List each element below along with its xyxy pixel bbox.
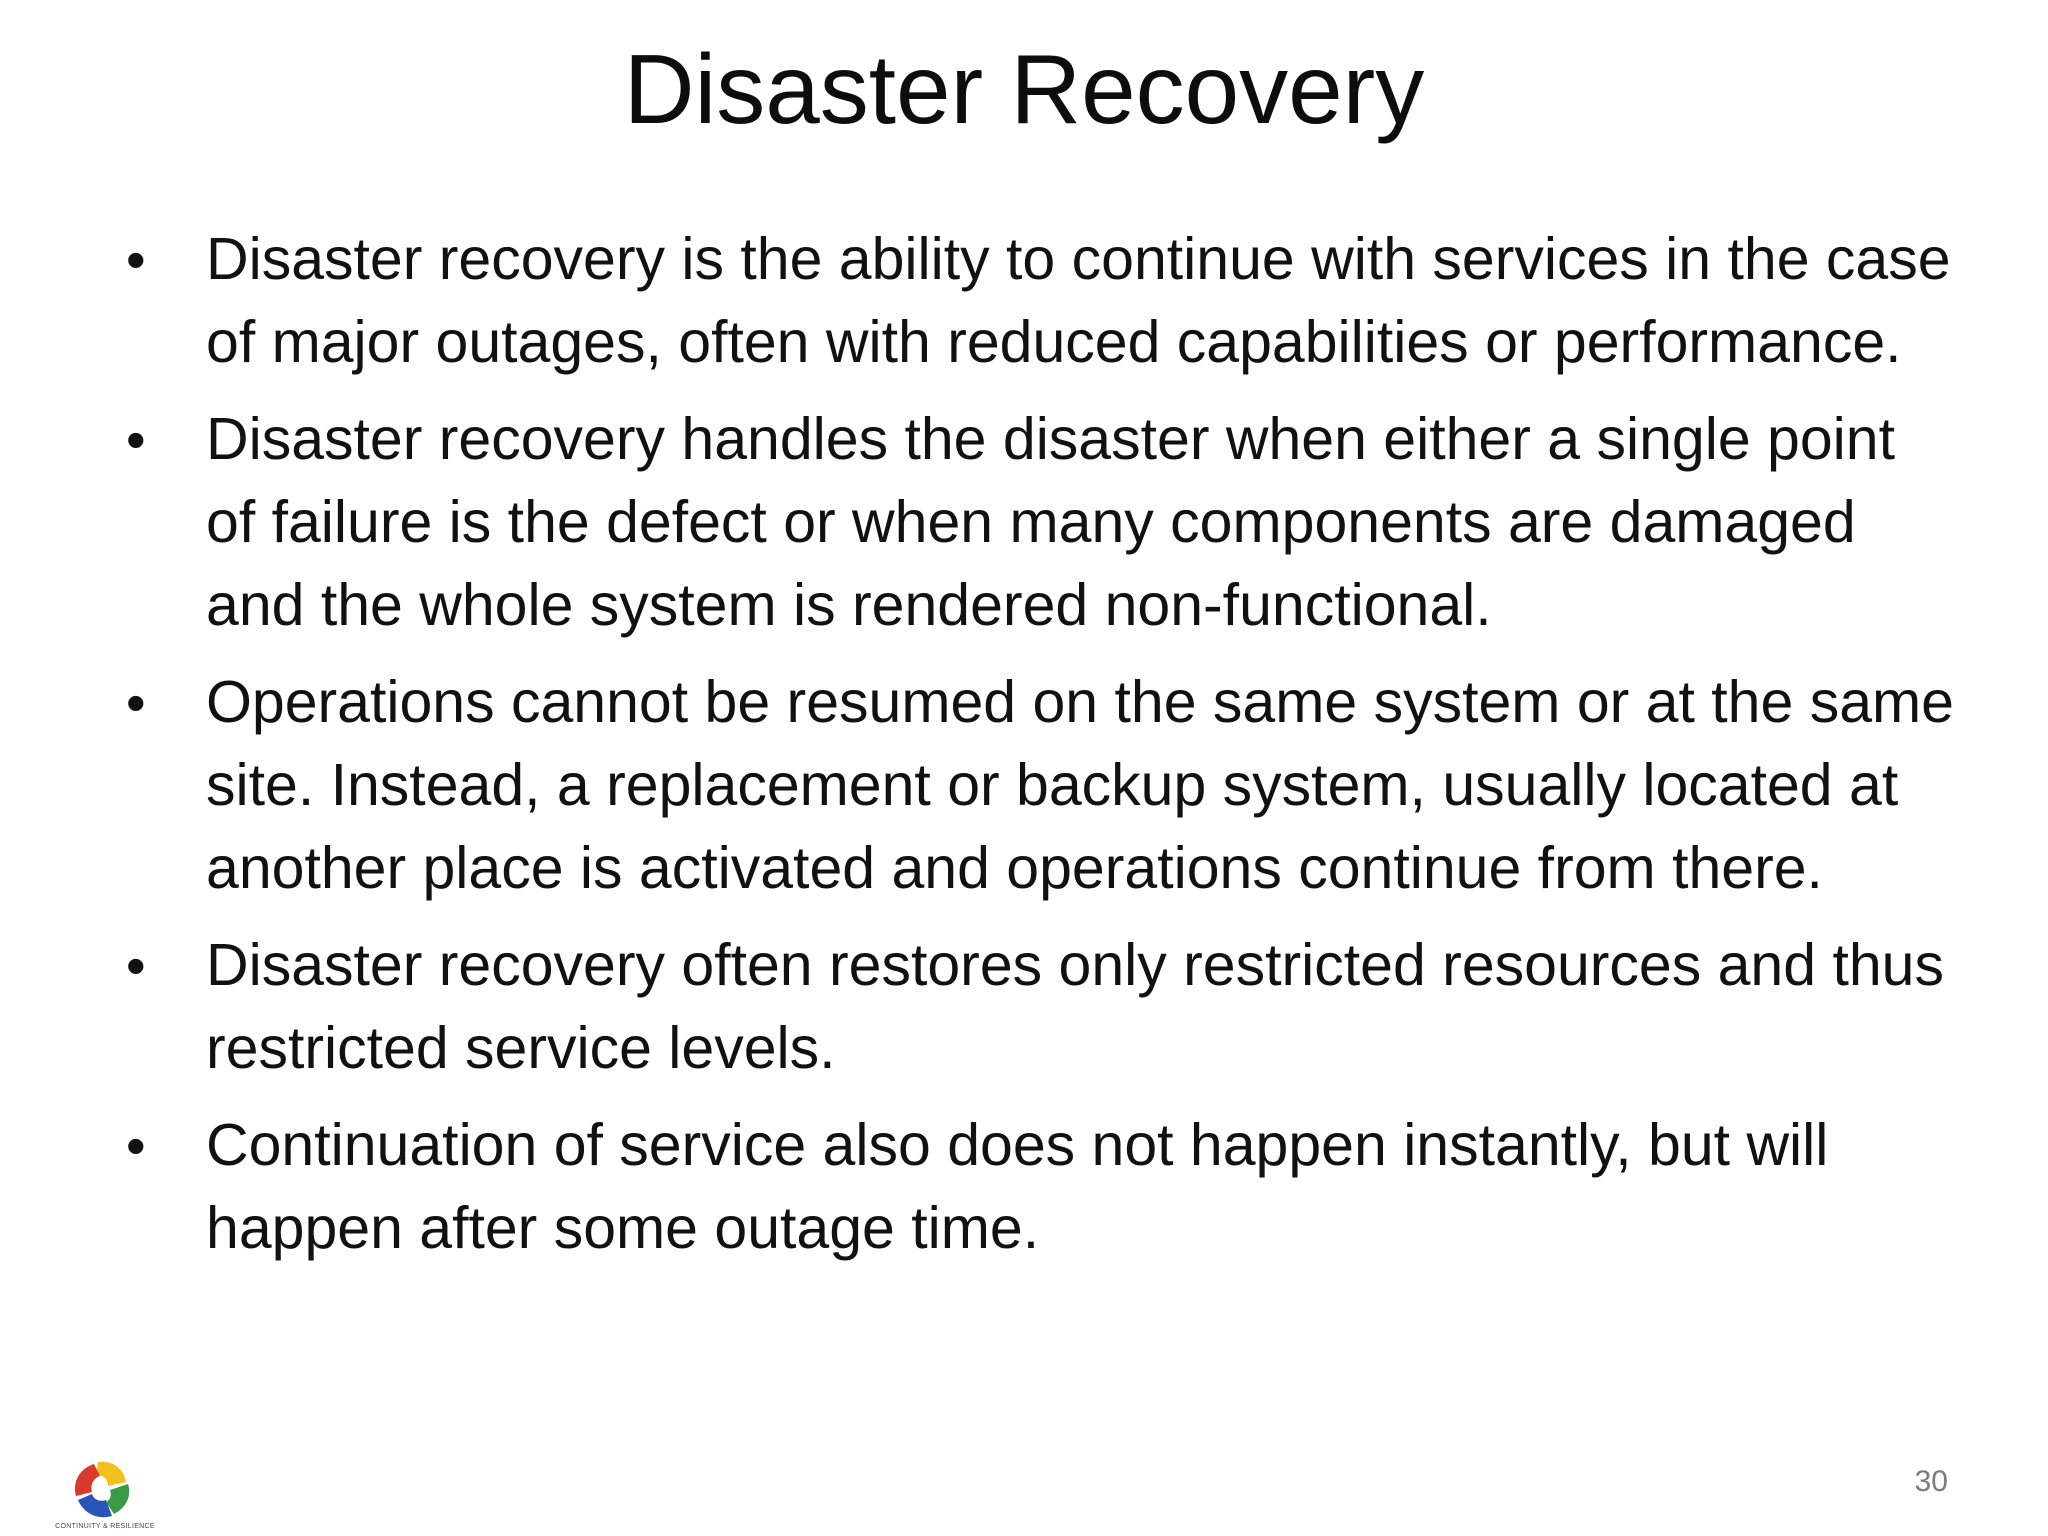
- bullet-item: [120, 661, 1960, 910]
- bullet-item: [120, 218, 1960, 384]
- bullet-item: [120, 1104, 1960, 1270]
- bullet-text: Disaster recovery handles the disaster when either a single point of failure is the defect or when many components are damaged and the whole system is rendered non-functional.: [206, 406, 1895, 638]
- bullet-item: [120, 924, 1960, 1090]
- bullet-text: Disaster recovery often restores only restricted resources and thus restricted service levels.: [206, 932, 1944, 1081]
- bullet-marker: •: [126, 228, 146, 291]
- bullet-marker: •: [126, 1114, 146, 1177]
- logo-segment-yellow: [96, 1462, 126, 1486]
- logo-segment-blue: [78, 1494, 112, 1517]
- bullet-item: [120, 398, 1960, 647]
- bullet-text: Continuation of service also does not happen instantly, but will happen after some outage time.: [206, 1112, 1829, 1261]
- bullet-marker: •: [126, 671, 146, 734]
- bullet-list: [120, 218, 1960, 1284]
- bullet-text: Operations cannot be resumed on the same system or at the same site. Instead, a replacement or backup system, usually located at another place is activated and operations continue from there.: [206, 669, 1954, 901]
- logo-caption: CONTINUITY & RESILIENCE: [55, 1523, 155, 1530]
- continuity-resilience-logo-icon: [44, 1456, 164, 1532]
- bullet-marker: •: [126, 408, 146, 471]
- page-number: 30: [1914, 1465, 1948, 1498]
- slide-title: Disaster Recovery: [623, 34, 1425, 144]
- bullet-text: Disaster recovery is the ability to continue with services in the case of major outages, often with reduced capabilities or performance.: [206, 226, 1951, 375]
- bullet-marker: •: [126, 934, 146, 997]
- logo-center: [95, 1483, 109, 1497]
